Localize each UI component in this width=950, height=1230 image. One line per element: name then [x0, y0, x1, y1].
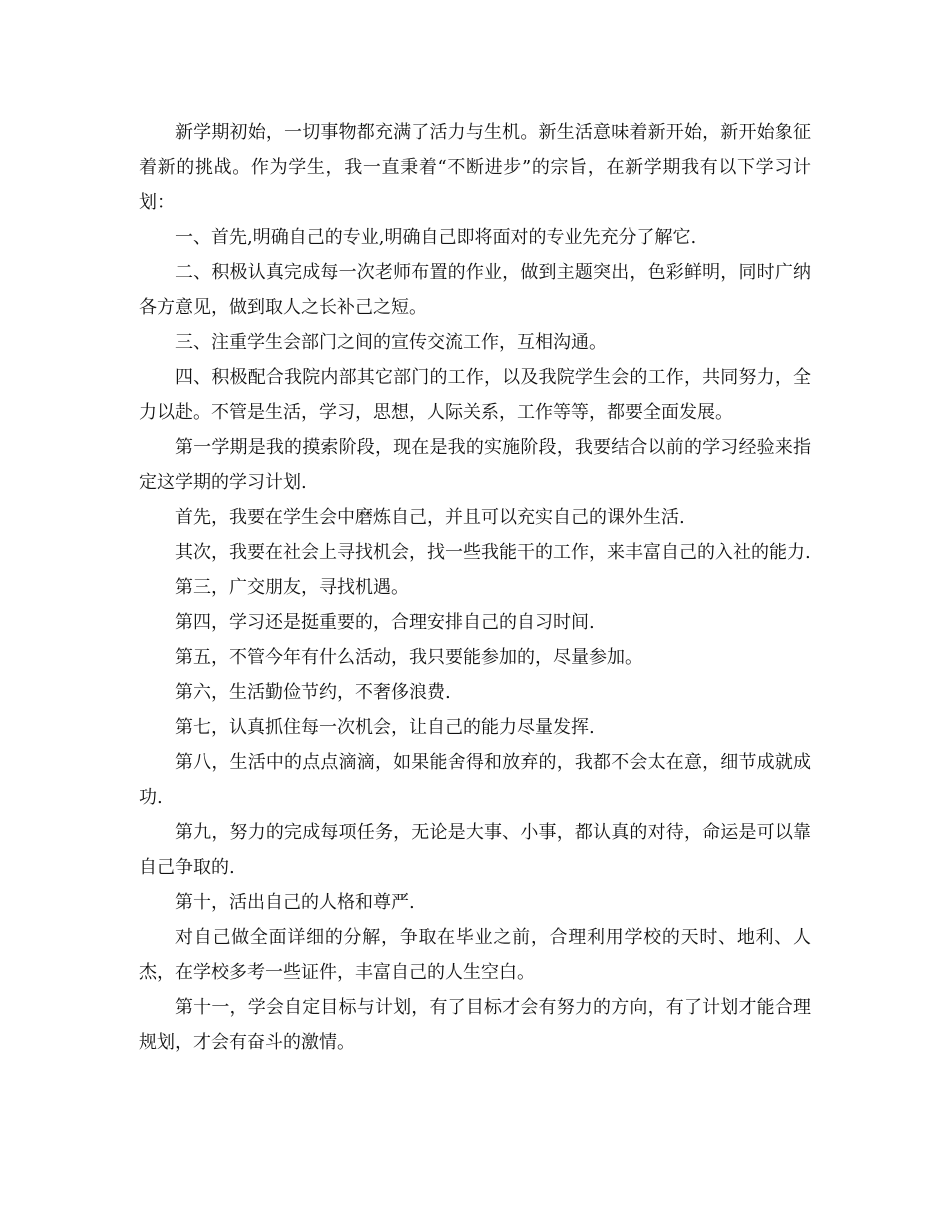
paragraph-firstly: 首先，我要在学生会中磨炼自己，并且可以充实自己的课外生活.	[175, 507, 685, 528]
paragraph-seventh: 第七，认真抓住每一次机会，让自己的能力尽量发挥.	[175, 717, 595, 738]
paragraph-fourth: 第四，学习还是挺重要的，合理安排自己的自习时间.	[175, 612, 595, 633]
paragraph-first-semester: 第一学期是我的摸索阶段，现在是我的实施阶段，我要结合以前的学习经验来指定这学期的学习计划.	[139, 437, 811, 493]
paragraph-eleventh: 第十一，学会自定目标与计划，有了目标才会有努力的方向，有了计划才能合理规划，才会有奋斗的激情。	[139, 997, 811, 1053]
paragraph-decomposition: 对自己做全面详细的分解，争取在毕业之前，合理利用学校的天时、地利、人杰，在学校多考一些证件，丰富自己的人生空白。	[139, 927, 811, 983]
paragraph-tenth: 第十，活出自己的人格和尊严.	[175, 892, 415, 913]
paragraph-secondly: 其次，我要在社会上寻找机会，找一些我能干的工作，来丰富自己的入社的能力.	[175, 542, 811, 563]
paragraph-item-1: 一、首先,明确自己的专业,明确自己即将面对的专业先充分了解它.	[175, 227, 697, 248]
paragraph-sixth: 第六，生活勤俭节约，不奢侈浪费.	[175, 682, 451, 703]
paragraph-item-3: 三、注重学生会部门之间的宣传交流工作，互相沟通。	[175, 332, 607, 353]
paragraph-item-2: 二、积极认真完成每一次老师布置的作业，做到主题突出，色彩鲜明，同时广纳各方意见，做到取人之长补己之短。	[139, 262, 811, 318]
paragraph-intro: 新学期初始，一切事物都充满了活力与生机。新生活意味着新开始，新开始象征着新的挑战。作为学生，我一直秉着“不断进步”的宗旨，在新学期我有以下学习计划：	[139, 122, 811, 213]
paragraph-eighth: 第八，生活中的点点滴滴，如果能舍得和放弃的，我都不会太在意，细节成就成功.	[139, 752, 811, 808]
document-body	[139, 115, 811, 1060]
paragraph-item-4: 四、积极配合我院内部其它部门的工作，以及我院学生会的工作，共同努力，全力以赴。不管是生活，学习，思想，人际关系，工作等等，都要全面发展。	[139, 367, 811, 423]
paragraph-ninth: 第九，努力的完成每项任务，无论是大事、小事，都认真的对待，命运是可以靠自己争取的.	[139, 822, 811, 878]
paragraph-fifth: 第五，不管今年有什么活动，我只要能参加的，尽量参加。	[175, 647, 643, 668]
paragraph-third: 第三，广交朋友，寻找机遇。	[175, 577, 409, 598]
